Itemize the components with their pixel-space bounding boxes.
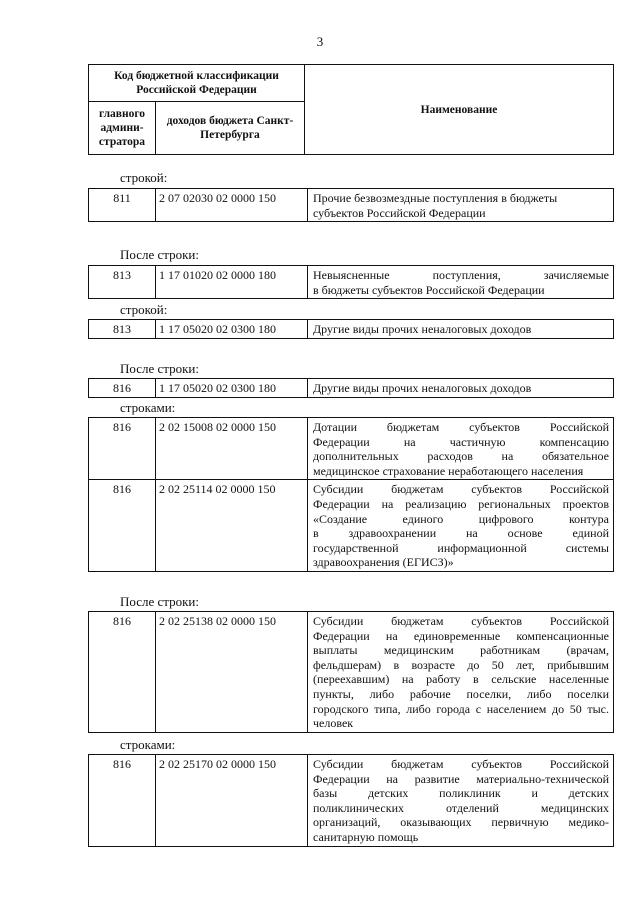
item-name: Субсидии бюджетам субъектов Российской Федерации на реализацию региональных проектов «Создание единого цифрового контура в здравоохранении на основе единой государственной информационной системы здравоохранения (ЕГИСЗ)» (308, 480, 614, 572)
revenue-code: 2 02 15008 02 0000 150 (156, 418, 308, 480)
code-table (88, 417, 614, 572)
admin-code: 813 (89, 266, 156, 299)
page-number: 3 (316, 34, 324, 49)
revenue-header: доходов бюджета Санкт-Петербурга (156, 102, 305, 155)
section-label: После строки: (120, 247, 199, 262)
admin-code: 816 (89, 480, 156, 572)
table-row (89, 612, 614, 733)
admin-header: главного админи-стратора (89, 102, 156, 155)
admin-code: 811 (89, 189, 156, 222)
admin-code: 816 (89, 379, 156, 398)
item-name: Другие виды прочих неналоговых доходов (308, 320, 614, 339)
table-row (89, 755, 614, 847)
admin-code: 816 (89, 418, 156, 480)
table-row (89, 379, 614, 398)
section-label: После строки: (120, 361, 199, 376)
section-label: строками: (120, 400, 176, 415)
code-table (88, 754, 614, 847)
code-table (88, 188, 614, 222)
header-table (88, 64, 614, 155)
code-table (88, 265, 614, 299)
section-label: строками: (120, 737, 176, 752)
section-label: После строки: (120, 594, 199, 609)
revenue-code: 2 02 25170 02 0000 150 (156, 755, 308, 847)
item-name: Невыясненные поступления, зачисляемые в бюджеты субъектов Российской Федерации (308, 266, 614, 299)
item-name: Субсидии бюджетам субъектов Российской Федерации на развитие материально-технической базы детских поликлиник и детских поликлинических отделений медицинских организаций, оказывающих первичную медико- санитарную помощь (308, 755, 614, 847)
admin-code: 816 (89, 612, 156, 733)
revenue-code: 2 02 25114 02 0000 150 (156, 480, 308, 572)
section-label: строкой: (120, 170, 168, 185)
table-row (89, 266, 614, 299)
table-row (89, 418, 614, 480)
kbk-header: Код бюджетной классификации Российской Федерации (89, 65, 305, 102)
item-name: Дотации бюджетам субъектов Российской Федерации на частичную компенсацию дополнительных расходов на обязательное медицинское страхование неработающего населения (308, 418, 614, 480)
admin-code: 813 (89, 320, 156, 339)
revenue-code: 1 17 01020 02 0000 180 (156, 266, 308, 299)
code-table (88, 611, 614, 733)
revenue-code: 1 17 05020 02 0300 180 (156, 379, 308, 398)
item-name: Другие виды прочих неналоговых доходов (308, 379, 614, 398)
admin-code: 816 (89, 755, 156, 847)
item-name: Субсидии бюджетам субъектов Российской Федерации на единовременные компенсационные выплаты медицинским работникам (врачам, фельдшерам) в возрасте до 50 лет, прибывшим (переехавшим) на работу в сельские населенные пункты, либо рабочие поселки, либо поселки городского типа, либо города с населением до 50 тыс. человек (308, 612, 614, 733)
revenue-code: 2 02 25138 02 0000 150 (156, 612, 308, 733)
code-table (88, 378, 614, 398)
item-name: Прочие безвозмездные поступления в бюджеты субъектов Российской Федерации (308, 189, 614, 222)
revenue-code: 2 07 02030 02 0000 150 (156, 189, 308, 222)
code-table (88, 319, 614, 339)
table-row (89, 320, 614, 339)
revenue-code: 1 17 05020 02 0300 180 (156, 320, 308, 339)
table-row (89, 189, 614, 222)
section-label: строкой: (120, 302, 168, 317)
name-header: Наименование (305, 65, 614, 155)
table-row (89, 480, 614, 572)
